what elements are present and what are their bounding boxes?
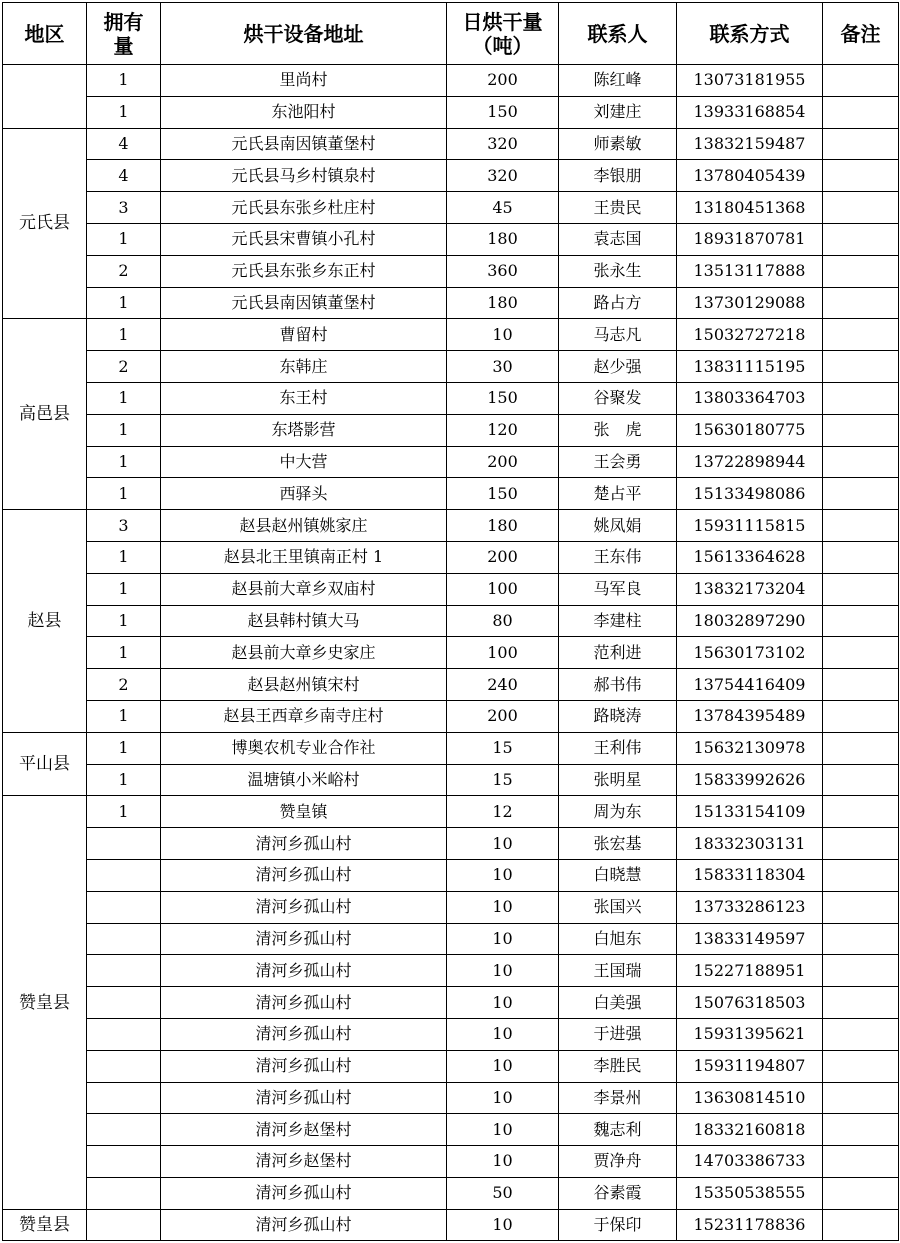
note-cell <box>823 891 899 923</box>
table-row <box>3 1050 899 1082</box>
daily-cell: 240 <box>447 669 559 701</box>
phone-cell: 15133154109 <box>677 796 823 828</box>
address-cell: 博奥农机专业合作社 <box>161 732 447 764</box>
note-cell <box>823 382 899 414</box>
contact-cell: 张宏基 <box>559 828 677 860</box>
phone-cell: 18032897290 <box>677 605 823 637</box>
table-body <box>3 65 899 1241</box>
table-row <box>3 65 899 97</box>
note-cell <box>823 637 899 669</box>
contact-cell: 周为东 <box>559 796 677 828</box>
daily-cell: 10 <box>447 859 559 891</box>
count-cell: 1 <box>87 414 161 446</box>
note-cell <box>823 192 899 224</box>
count-cell: 1 <box>87 541 161 573</box>
address-cell: 元氏县东张乡东正村 <box>161 255 447 287</box>
count-cell: 1 <box>87 605 161 637</box>
address-cell: 清河乡赵堡村 <box>161 1114 447 1146</box>
contact-cell: 谷聚发 <box>559 382 677 414</box>
header-region: 地区 <box>3 3 87 65</box>
daily-cell: 150 <box>447 96 559 128</box>
count-cell <box>87 859 161 891</box>
count-cell <box>87 1177 161 1209</box>
address-cell: 清河乡孤山村 <box>161 1082 447 1114</box>
table-row <box>3 510 899 542</box>
table-row <box>3 987 899 1019</box>
address-cell: 赞皇镇 <box>161 796 447 828</box>
contact-cell: 白旭东 <box>559 923 677 955</box>
note-cell <box>823 859 899 891</box>
note-cell <box>823 700 899 732</box>
contact-cell: 路晓涛 <box>559 700 677 732</box>
daily-cell: 10 <box>447 1050 559 1082</box>
daily-cell: 12 <box>447 796 559 828</box>
table-row <box>3 669 899 701</box>
contact-cell: 王会勇 <box>559 446 677 478</box>
count-cell: 1 <box>87 319 161 351</box>
contact-cell: 李建柱 <box>559 605 677 637</box>
table-row <box>3 637 899 669</box>
phone-cell: 15032727218 <box>677 319 823 351</box>
table-row <box>3 605 899 637</box>
table-row <box>3 859 899 891</box>
contact-cell: 马军良 <box>559 573 677 605</box>
table-row <box>3 764 899 796</box>
phone-cell: 13833149597 <box>677 923 823 955</box>
note-cell <box>823 955 899 987</box>
phone-cell: 13630814510 <box>677 1082 823 1114</box>
count-cell: 1 <box>87 446 161 478</box>
contact-cell: 李景州 <box>559 1082 677 1114</box>
header-contact: 联系人 <box>559 3 677 65</box>
header-phone: 联系方式 <box>677 3 823 65</box>
region-cell: 平山县 <box>3 732 87 796</box>
daily-cell: 80 <box>447 605 559 637</box>
count-cell <box>87 891 161 923</box>
phone-cell: 13803364703 <box>677 382 823 414</box>
header-daily: 日烘干量（吨） <box>447 3 559 65</box>
address-cell: 赵县赵州镇宋村 <box>161 669 447 701</box>
phone-cell: 15630173102 <box>677 637 823 669</box>
count-cell: 1 <box>87 65 161 97</box>
contact-cell: 贾净舟 <box>559 1146 677 1178</box>
daily-cell: 15 <box>447 764 559 796</box>
phone-cell: 13730129088 <box>677 287 823 319</box>
table-row <box>3 796 899 828</box>
note-cell <box>823 828 899 860</box>
address-cell: 清河乡孤山村 <box>161 923 447 955</box>
contact-cell: 张永生 <box>559 255 677 287</box>
daily-cell: 10 <box>447 1082 559 1114</box>
daily-cell: 320 <box>447 160 559 192</box>
phone-cell: 13832159487 <box>677 128 823 160</box>
contact-cell: 楚占平 <box>559 478 677 510</box>
contact-cell: 路占方 <box>559 287 677 319</box>
contact-cell: 马志凡 <box>559 319 677 351</box>
daily-cell: 180 <box>447 223 559 255</box>
daily-cell: 45 <box>447 192 559 224</box>
contact-cell: 李银朋 <box>559 160 677 192</box>
daily-cell: 10 <box>447 891 559 923</box>
count-cell: 1 <box>87 700 161 732</box>
contact-cell: 于进强 <box>559 1018 677 1050</box>
daily-cell: 360 <box>447 255 559 287</box>
region-cell: 赞皇县 <box>3 1209 87 1241</box>
address-cell: 赵县前大章乡史家庄 <box>161 637 447 669</box>
address-cell: 赵县王西章乡南寺庄村 <box>161 700 447 732</box>
region-cell: 高邑县 <box>3 319 87 510</box>
count-cell: 3 <box>87 510 161 542</box>
phone-cell: 13784395489 <box>677 700 823 732</box>
region-cell <box>3 65 87 129</box>
daily-cell: 200 <box>447 65 559 97</box>
contact-cell: 于保印 <box>559 1209 677 1241</box>
table-row <box>3 255 899 287</box>
count-cell <box>87 1114 161 1146</box>
daily-cell: 10 <box>447 1018 559 1050</box>
note-cell <box>823 1146 899 1178</box>
note-cell <box>823 478 899 510</box>
phone-cell: 14703386733 <box>677 1146 823 1178</box>
region-cell: 赞皇县 <box>3 796 87 1209</box>
note-cell <box>823 65 899 97</box>
address-cell: 西驿头 <box>161 478 447 510</box>
note-cell <box>823 223 899 255</box>
address-cell: 清河乡赵堡村 <box>161 1146 447 1178</box>
count-cell: 3 <box>87 192 161 224</box>
phone-cell: 13780405439 <box>677 160 823 192</box>
table-row <box>3 541 899 573</box>
daily-cell: 15 <box>447 732 559 764</box>
address-cell: 东韩庄 <box>161 351 447 383</box>
table-row <box>3 923 899 955</box>
count-cell <box>87 828 161 860</box>
count-cell <box>87 987 161 1019</box>
count-cell: 1 <box>87 223 161 255</box>
header-note: 备注 <box>823 3 899 65</box>
count-cell: 1 <box>87 637 161 669</box>
note-cell <box>823 1177 899 1209</box>
count-cell <box>87 1082 161 1114</box>
table-row <box>3 128 899 160</box>
address-cell: 赵县赵州镇姚家庄 <box>161 510 447 542</box>
contact-cell: 白美强 <box>559 987 677 1019</box>
table-row <box>3 319 899 351</box>
daily-cell: 10 <box>447 1114 559 1146</box>
address-cell: 东王村 <box>161 382 447 414</box>
phone-cell: 15632130978 <box>677 732 823 764</box>
phone-cell: 15076318503 <box>677 987 823 1019</box>
note-cell <box>823 923 899 955</box>
count-cell: 1 <box>87 96 161 128</box>
table-row <box>3 223 899 255</box>
header-address: 烘干设备地址 <box>161 3 447 65</box>
address-cell: 赵县韩村镇大马 <box>161 605 447 637</box>
address-cell: 里尚村 <box>161 65 447 97</box>
contact-cell: 张 虎 <box>559 414 677 446</box>
dryer-table <box>2 2 899 1241</box>
note-cell <box>823 573 899 605</box>
note-cell <box>823 160 899 192</box>
address-cell: 东塔影营 <box>161 414 447 446</box>
table-row <box>3 1082 899 1114</box>
contact-cell: 王东伟 <box>559 541 677 573</box>
contact-cell: 张明星 <box>559 764 677 796</box>
address-cell: 元氏县东张乡杜庄村 <box>161 192 447 224</box>
header-row <box>3 3 899 65</box>
table-row <box>3 446 899 478</box>
count-cell: 2 <box>87 255 161 287</box>
phone-cell: 15833118304 <box>677 859 823 891</box>
daily-cell: 10 <box>447 923 559 955</box>
count-cell: 1 <box>87 573 161 605</box>
note-cell <box>823 1082 899 1114</box>
contact-cell: 郝书伟 <box>559 669 677 701</box>
region-cell: 赵县 <box>3 510 87 733</box>
table-row <box>3 828 899 860</box>
daily-cell: 150 <box>447 382 559 414</box>
address-cell: 清河乡孤山村 <box>161 987 447 1019</box>
table-row <box>3 96 899 128</box>
count-cell: 1 <box>87 287 161 319</box>
contact-cell: 师素敏 <box>559 128 677 160</box>
address-cell: 元氏县南因镇董堡村 <box>161 287 447 319</box>
daily-cell: 30 <box>447 351 559 383</box>
count-cell: 1 <box>87 732 161 764</box>
table-row <box>3 700 899 732</box>
phone-cell: 13754416409 <box>677 669 823 701</box>
note-cell <box>823 669 899 701</box>
daily-cell: 10 <box>447 1146 559 1178</box>
daily-cell: 10 <box>447 319 559 351</box>
phone-cell: 15231178836 <box>677 1209 823 1241</box>
region-cell: 元氏县 <box>3 128 87 319</box>
count-cell <box>87 1209 161 1241</box>
phone-cell: 18332160818 <box>677 1114 823 1146</box>
phone-cell: 15833992626 <box>677 764 823 796</box>
address-cell: 清河乡孤山村 <box>161 891 447 923</box>
note-cell <box>823 319 899 351</box>
contact-cell: 陈红峰 <box>559 65 677 97</box>
header-count: 拥有量 <box>87 3 161 65</box>
note-cell <box>823 255 899 287</box>
contact-cell: 李胜民 <box>559 1050 677 1082</box>
contact-cell: 王利伟 <box>559 732 677 764</box>
note-cell <box>823 128 899 160</box>
phone-cell: 18931870781 <box>677 223 823 255</box>
daily-cell: 200 <box>447 446 559 478</box>
table-row <box>3 160 899 192</box>
contact-cell: 赵少强 <box>559 351 677 383</box>
phone-cell: 15350538555 <box>677 1177 823 1209</box>
contact-cell: 白晓慧 <box>559 859 677 891</box>
note-cell <box>823 764 899 796</box>
address-cell: 元氏县南因镇董堡村 <box>161 128 447 160</box>
phone-cell: 13831115195 <box>677 351 823 383</box>
phone-cell: 15931194807 <box>677 1050 823 1082</box>
daily-cell: 10 <box>447 987 559 1019</box>
phone-cell: 18332303131 <box>677 828 823 860</box>
table-row <box>3 1018 899 1050</box>
note-cell <box>823 96 899 128</box>
address-cell: 曹留村 <box>161 319 447 351</box>
count-cell: 1 <box>87 478 161 510</box>
phone-cell: 13722898944 <box>677 446 823 478</box>
phone-cell: 15133498086 <box>677 478 823 510</box>
phone-cell: 13073181955 <box>677 65 823 97</box>
note-cell <box>823 796 899 828</box>
count-cell: 1 <box>87 796 161 828</box>
count-cell: 2 <box>87 669 161 701</box>
contact-cell: 张国兴 <box>559 891 677 923</box>
daily-cell: 180 <box>447 287 559 319</box>
contact-cell: 袁志国 <box>559 223 677 255</box>
contact-cell: 魏志利 <box>559 1114 677 1146</box>
address-cell: 清河乡孤山村 <box>161 828 447 860</box>
daily-cell: 200 <box>447 700 559 732</box>
count-cell: 1 <box>87 764 161 796</box>
daily-cell: 100 <box>447 637 559 669</box>
table-row <box>3 1114 899 1146</box>
count-cell <box>87 1018 161 1050</box>
count-cell: 4 <box>87 160 161 192</box>
table-row <box>3 351 899 383</box>
table-row <box>3 732 899 764</box>
address-cell: 清河乡孤山村 <box>161 1209 447 1241</box>
table-row <box>3 1177 899 1209</box>
table-row <box>3 891 899 923</box>
note-cell <box>823 414 899 446</box>
count-cell <box>87 955 161 987</box>
phone-cell: 15613364628 <box>677 541 823 573</box>
note-cell <box>823 510 899 542</box>
address-cell: 清河乡孤山村 <box>161 1050 447 1082</box>
address-cell: 温塘镇小米峪村 <box>161 764 447 796</box>
contact-cell: 范利进 <box>559 637 677 669</box>
count-cell <box>87 923 161 955</box>
address-cell: 清河乡孤山村 <box>161 1018 447 1050</box>
table-row <box>3 287 899 319</box>
daily-cell: 50 <box>447 1177 559 1209</box>
daily-cell: 120 <box>447 414 559 446</box>
phone-cell: 15931115815 <box>677 510 823 542</box>
phone-cell: 13180451368 <box>677 192 823 224</box>
contact-cell: 王贵民 <box>559 192 677 224</box>
count-cell: 4 <box>87 128 161 160</box>
table-row <box>3 1209 899 1241</box>
address-cell: 中大营 <box>161 446 447 478</box>
daily-cell: 100 <box>447 573 559 605</box>
count-cell: 2 <box>87 351 161 383</box>
note-cell <box>823 287 899 319</box>
address-cell: 赵县北王里镇南正村 1 <box>161 541 447 573</box>
table-row <box>3 573 899 605</box>
phone-cell: 13733286123 <box>677 891 823 923</box>
phone-cell: 15931395621 <box>677 1018 823 1050</box>
phone-cell: 13933168854 <box>677 96 823 128</box>
address-cell: 东池阳村 <box>161 96 447 128</box>
daily-cell: 10 <box>447 828 559 860</box>
daily-cell: 10 <box>447 1209 559 1241</box>
contact-cell: 谷素霞 <box>559 1177 677 1209</box>
count-cell <box>87 1146 161 1178</box>
address-cell: 元氏县马乡村镇泉村 <box>161 160 447 192</box>
note-cell <box>823 605 899 637</box>
address-cell: 赵县前大章乡双庙村 <box>161 573 447 605</box>
note-cell <box>823 351 899 383</box>
note-cell <box>823 732 899 764</box>
table-row <box>3 478 899 510</box>
table-row <box>3 382 899 414</box>
count-cell <box>87 1050 161 1082</box>
note-cell <box>823 541 899 573</box>
count-cell: 1 <box>87 382 161 414</box>
note-cell <box>823 1114 899 1146</box>
address-cell: 清河乡孤山村 <box>161 1177 447 1209</box>
table-row <box>3 955 899 987</box>
daily-cell: 320 <box>447 128 559 160</box>
daily-cell: 10 <box>447 955 559 987</box>
contact-cell: 姚凤娟 <box>559 510 677 542</box>
table-row <box>3 1146 899 1178</box>
table-row <box>3 192 899 224</box>
daily-cell: 150 <box>447 478 559 510</box>
note-cell <box>823 1018 899 1050</box>
phone-cell: 13513117888 <box>677 255 823 287</box>
daily-cell: 180 <box>447 510 559 542</box>
address-cell: 清河乡孤山村 <box>161 859 447 891</box>
note-cell <box>823 446 899 478</box>
note-cell <box>823 1209 899 1241</box>
address-cell: 清河乡孤山村 <box>161 955 447 987</box>
note-cell <box>823 1050 899 1082</box>
table-row <box>3 414 899 446</box>
contact-cell: 刘建庄 <box>559 96 677 128</box>
phone-cell: 13832173204 <box>677 573 823 605</box>
phone-cell: 15227188951 <box>677 955 823 987</box>
note-cell <box>823 987 899 1019</box>
contact-cell: 王国瑞 <box>559 955 677 987</box>
address-cell: 元氏县宋曹镇小孔村 <box>161 223 447 255</box>
phone-cell: 15630180775 <box>677 414 823 446</box>
daily-cell: 200 <box>447 541 559 573</box>
